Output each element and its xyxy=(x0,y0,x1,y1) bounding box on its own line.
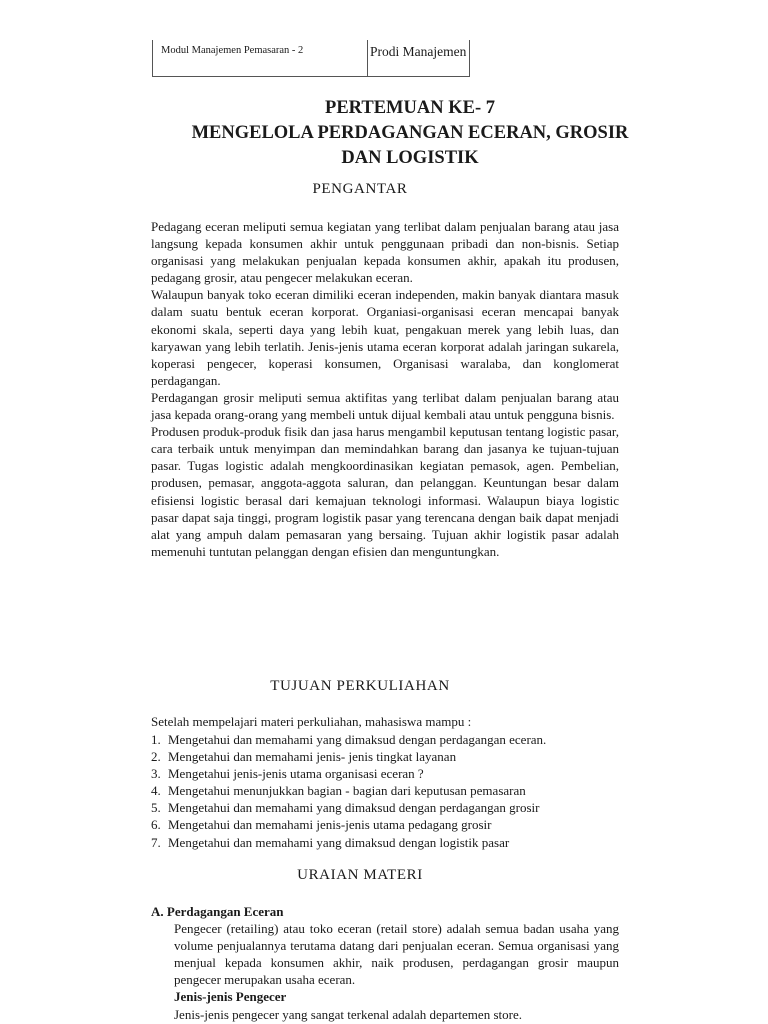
list-item-text: Mengetahui jenis-jenis utama organisasi eceran ? xyxy=(168,766,424,782)
title-line-1: PERTEMUAN KE- 7 xyxy=(325,98,495,118)
header-program: Prodi Manajemen xyxy=(370,44,467,59)
heading-tujuan: TUJUAN PERKULIAHAN xyxy=(270,678,450,694)
jenis-pengecer-body xyxy=(174,1006,619,1023)
document-title xyxy=(120,96,700,171)
title-line-3: DAN LOGISTIK xyxy=(341,148,479,168)
list-item-number: 7. xyxy=(151,834,161,850)
list-item-number: 1. xyxy=(151,732,161,747)
perdagangan-eceran-paragraph: Pengecer (retailing) atau toko eceran (retail store) adalah semua badan usaha yang volume penjualannya terutama datang dari penjualan eceran. Semua organisasi yang menjual kepada konsumen akhir, naik produsen, perdagangan grosir maupun pengecer merupakan usaha eceran. xyxy=(174,921,619,988)
list-item-number: 2. xyxy=(151,749,161,765)
list-item-text: Mengetahui dan memahami yang dimaksud dengan perdagangan grosir xyxy=(168,800,540,816)
pengantar-paragraph: Produsen produk-produk fisik dan jasa harus mengambil keputusan tentang logistic pasar, cara terbaik untuk menyimpan dan memindahkan barang dan jasanya ke tujuan-tujuan pasar. Tugas logistic adalah mengkoordinasikan kegiatan pemasok, agen. Pembelian, produsen, pemasar, anggota-aggota saluran, dan pelanggan. Keuntungan besar dalam efisiensi logistic berasal dari kemajuan teknologi informasi. Walaupun biaya logistic pasar dapat saja tinggi, program logistik pasar yang terencana dengan baik dapat menjadi alat yang ampuh dalam pemasaran yang bersaing. Tujuan akhir logistik pasar adalah memenuhi tuntutan pelanggan dengan efisien dan menguntungkan. xyxy=(151,424,619,559)
perdagangan-eceran-body xyxy=(174,920,619,988)
list-item xyxy=(151,765,546,782)
pengantar-paragraph: Walaupun banyak toko eceran dimiliki eceran independen, makin banyak diantara masuk dalam suatu bentuk eceran korporat. Organiasi-organisasi eceran mencapai banyak ekonomi skala, seperti daya yang lebih kuat, pengakuan merek yang lebih luas, dan karyawan yang lebih terlatih. Jenis-jenis utama eceran korporat adalah jaringan sukarela, koperasi pengecer, koperasi konsumen, Organisasi waralaba, dan konglomerat perdagangan. xyxy=(151,287,619,388)
list-item-text: Mengetahui dan memahami yang dimaksud dengan logistik pasar xyxy=(168,834,510,850)
list-item-number: 5. xyxy=(151,800,161,816)
list-item-number: 6. xyxy=(151,817,161,833)
list-item xyxy=(151,799,546,816)
header-module-title: Modul Manajemen Pemasaran - 2 xyxy=(161,45,304,56)
pengantar-body xyxy=(151,218,619,560)
list-item-text: Mengetahui dan memahami yang dimaksud dengan perdagangan eceran. xyxy=(168,732,547,747)
list-item xyxy=(151,834,546,851)
list-item-text: Mengetahui dan memahami jenis-jenis utama pedagang grosir xyxy=(168,817,492,833)
subheading-jenis-pengecer: Jenis-jenis Pengecer xyxy=(174,989,287,1004)
jenis-pengecer-paragraph: Jenis-jenis pengecer yang sangat terkenal adalah departemen store. xyxy=(174,1007,522,1022)
list-item xyxy=(151,782,546,799)
list-item xyxy=(151,731,546,748)
tujuan-list xyxy=(151,731,546,851)
pengantar-paragraph: Perdagangan grosir meliputi semua aktifitas yang terlibat dalam penjualan barang atau jasa kepada orang-orang yang membeli untuk dijual kembali atau untuk pengguna bisnis. xyxy=(151,389,619,423)
page-header xyxy=(152,40,470,77)
list-item-text: Mengetahui dan memahami jenis- jenis tingkat layanan xyxy=(168,749,457,765)
list-item xyxy=(151,816,546,833)
header-divider xyxy=(367,40,368,77)
list-item-text: Mengetahui menunjukkan bagian - bagian dari keputusan pemasaran xyxy=(168,783,526,799)
subheading-perdagangan-eceran: A. Perdagangan Eceran xyxy=(151,904,284,919)
heading-pengantar: PENGANTAR xyxy=(312,181,408,197)
list-item-number: 3. xyxy=(151,766,161,782)
list-item xyxy=(151,748,546,765)
pengantar-paragraph: Pedagang eceran meliputi semua kegiatan yang terlibat dalam penjualan barang atau jasa langsung kepada konsumen akhir untuk penggunaan pribadi dan non-bisnis. Setiap organisasi yang melakukan penjualan kepada konsumen akhir, apakah itu produsen, pedagang grosir, atau pengecer melakukan eceran. xyxy=(151,219,619,286)
heading-uraian: URAIAN MATERI xyxy=(297,867,423,883)
tujuan-intro: Setelah mempelajari materi perkuliahan, mahasiswa mampu : xyxy=(151,714,472,729)
title-line-2: MENGELOLA PERDAGANGAN ECERAN, GROSIR xyxy=(191,123,629,143)
list-item-number: 4. xyxy=(151,783,161,799)
